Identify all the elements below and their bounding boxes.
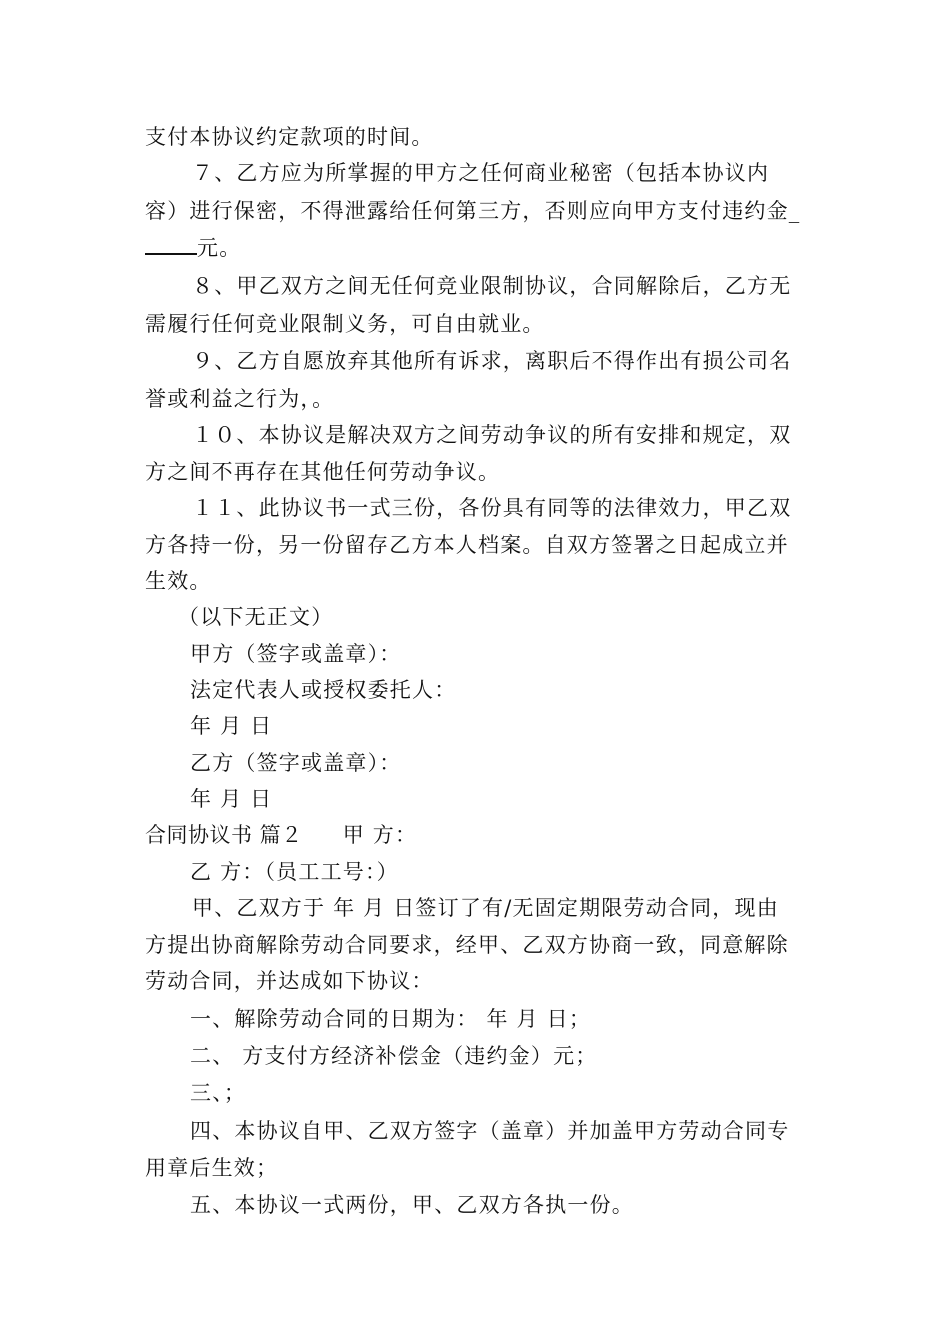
- intro-line-2: 方提出协商解除劳动合同要求，经甲、乙双方协商一致，同意解除: [145, 933, 789, 957]
- end-of-text-note: （以下无正文）: [178, 605, 334, 629]
- party-b-label: 乙 方：（员工工号：）: [190, 860, 399, 884]
- legal-representative: 法定代表人或授权委托人：: [190, 678, 457, 702]
- date-line: 年 月 日: [190, 787, 273, 811]
- clause-7-line-3: [145, 233, 241, 263]
- section-heading-line: [145, 820, 417, 850]
- intro-line-1: 甲、乙双方于 年 月 日签订了有/无固定期限劳动合同，现由: [192, 896, 779, 920]
- clause-7-line-2: 容）进行保密，不得泄露给任何第三方，否则应向甲方支付违约金_: [145, 199, 801, 223]
- intro-line-3: 劳动合同，并达成如下协议：: [145, 969, 434, 993]
- clause-10-line-1: １０、本协议是解决双方之间劳动争议的所有安排和规定，双: [192, 423, 792, 447]
- blank-underline: [145, 233, 197, 255]
- item-3: 三、；: [190, 1081, 247, 1105]
- party-a-label: 甲 方：: [342, 823, 418, 847]
- clause-7-amount-suffix: 元。: [197, 236, 242, 260]
- party-a-signature: 甲方（签字或盖章）：: [190, 642, 402, 666]
- date-line: 年 月 日: [190, 714, 273, 738]
- item-1: 一、解除劳动合同的日期为： 年 月 日；: [190, 1007, 592, 1031]
- clause-11-line-2: 方各持一份，另一份留存乙方本人档案。自双方签署之日起成立并: [145, 533, 789, 557]
- clause-11-line-1: １１、此协议书一式三份，各份具有同等的法律效力，甲乙双: [192, 496, 792, 520]
- item-2: 二、 方支付方经济补偿金（违约金）元；: [190, 1044, 598, 1068]
- clause-9-line-2: 誉或利益之行为，。: [145, 387, 335, 411]
- section-heading: 合同协议书 篇２: [145, 823, 303, 847]
- clause-11-line-3: 生效。: [145, 569, 212, 593]
- item-4-line-1: 四、本协议自甲、乙双方签字（盖章）并加盖甲方劳动合同专: [190, 1119, 790, 1143]
- text-line: 支付本协议约定款项的时间。: [145, 125, 434, 149]
- clause-10-line-2: 方之间不再存在其他任何劳动争议。: [145, 460, 501, 484]
- item-5: 五、本协议一式两份，甲、乙双方各执一份。: [190, 1193, 634, 1217]
- item-4-line-2: 用章后生效；: [145, 1156, 279, 1180]
- party-b-signature: 乙方（签字或盖章）：: [190, 751, 402, 775]
- clause-8-line-1: ８、甲乙双方之间无任何竞业限制协议，合同解除后，乙方无: [192, 274, 792, 298]
- clause-8-line-2: 需履行任何竞业限制义务，可自由就业。: [145, 312, 545, 336]
- clause-9-line-1: ９、乙方自愿放弃其他所有诉求，离职后不得作出有损公司名: [192, 349, 792, 373]
- clause-7-line-1: ７、乙方应为所掌握的甲方之任何商业秘密（包括本协议内: [192, 161, 770, 185]
